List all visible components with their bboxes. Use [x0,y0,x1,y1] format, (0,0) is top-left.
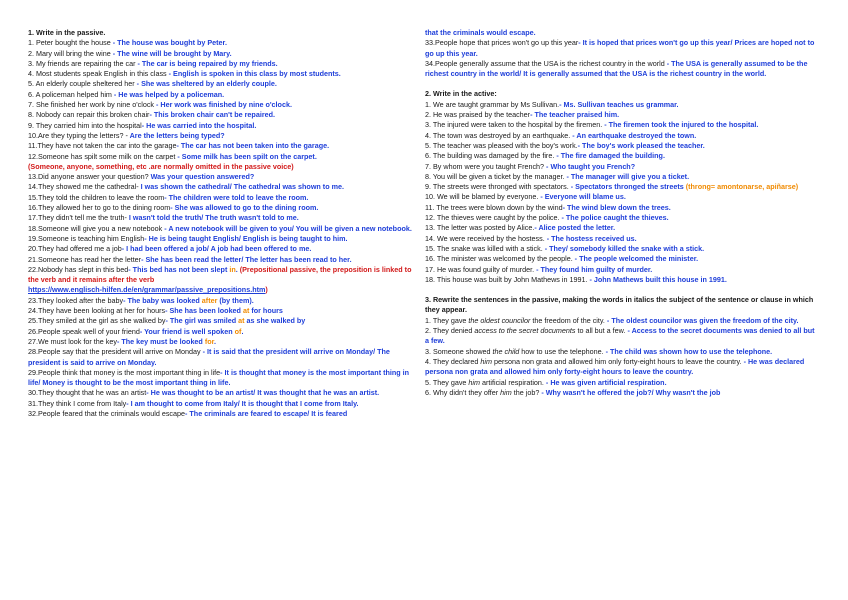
answer-text: - The manager will give you a ticket. [564,171,690,181]
question-text: 6. A policeman helped him [28,89,112,99]
answer-text: - John Mathews built this house in 1991. [587,274,727,284]
list-item [28,49,422,59]
question-text: 3. My friends are repairing the car [28,58,136,68]
list-item [425,110,820,120]
list-item [28,59,422,69]
right-items-2 [425,100,820,182]
question-text: 14. We were received by the hostess. [425,233,545,243]
list-item [425,223,820,233]
list-item [28,244,422,254]
question-text: 11. The trees were blown down by the wind [425,202,563,212]
question-text: 20.They had offered me a job [28,244,122,254]
question-text: 1. Peter bought the house [28,38,111,48]
question-text: 33.People hope that prices won't go up this year [425,38,579,48]
list-item [425,244,820,254]
question-text: 2. He was praised by the teacher [425,110,531,120]
question-text: 12. The thieves were caught by the police. [425,213,560,223]
answer-text: - The criminals are feared to escape/ It is feared [185,408,348,418]
list-item [28,399,422,409]
answer-text: - The car is being repaired by my friends. [135,58,278,68]
list-item-27: 27.We must look for the key- The key must be looked for. [28,336,217,346]
answer-text: - This broken chair can't be repaired. [149,110,275,120]
answer-text: - The firemen took the injured to the hospital. [602,120,759,130]
answer-text: - They/ somebody killed the snake with a stick. [542,243,705,253]
question-text: 17. He was found guilty of murder. [425,264,535,274]
list-item [28,90,422,100]
list-item [425,192,820,202]
question-text: 5. The teacher was pleased with the boy's work. [425,140,578,150]
answer-text: - The teacher praised him. [530,110,620,120]
answer-text: - The car has not been taken into the garage. [176,141,330,151]
rewrite-item-5: 5. They gave him artificial respiration. - He was given artificial respiration. [425,377,667,387]
list-item [28,182,422,192]
answer-text: - The hostess received us. [544,233,637,243]
note-omitted-subjects: (Someone, anyone, something, etc .are normally omitted in the passive voice) [28,161,294,171]
rewrite-item-2: 2. They denied access to the secret documents to all but a few. - Access to the secret documents was denied to all but a few. [425,326,815,346]
question-text: 18.Someone will give you a new notebook [28,223,163,233]
question-text: 13. The letter was posted by Alice. [425,223,535,233]
list-item [425,203,820,213]
left-items-3 [28,347,422,419]
section-3-heading: 3. Rewrite the sentences in the passive, making the words in italics the subject of the sentence or clause in which they appear. [425,295,814,315]
answer-text: - The wind blew down the trees. [562,202,671,212]
list-item [425,141,820,151]
list-item [425,275,820,285]
question-text: 2. Mary will bring the wine [28,48,111,58]
question-text: 12.Someone has spilt some milk on the carpet [28,151,176,161]
question-text: 31.They think I come from Italy [28,398,127,408]
list-item [28,69,422,79]
section-2-heading: 2. Write in the active: [425,89,497,99]
list-item [28,79,422,89]
answer-text: - The fire damaged the building. [554,151,665,161]
question-text: 10. We will be blamed by everyone. [425,192,539,202]
list-item [425,254,820,264]
list-item [425,172,820,182]
answer-text: - It is hoped that prices won't go up this year/ Prices are hoped not to go up this year. [425,38,815,58]
answer-text: - It is thought that money is the most important thing in life/ Money is thought to be the most important thing in life. [28,367,410,388]
question-text: 8. Nobody can repair this broken chair [28,110,150,120]
answer-text: I wasn't told the truth/ The truth wasn't told to me. [126,213,299,223]
left-items-2 [28,172,422,265]
list-item [28,152,422,162]
list-item [28,234,422,244]
list-item [28,110,422,120]
list-item [28,388,422,398]
answer-text: - English is spoken in this class by most students. [166,69,341,79]
list-item [425,213,820,223]
prepositional-passive-link[interactable]: https://www.englisch-hilfen.de/en/grammar/passive_prepositions.htm [28,285,266,295]
list-item [28,203,422,213]
question-text: 15. The snake was killed with a stick. [425,243,543,253]
left-column [28,28,422,419]
question-text: 7. By whom were you taught French? [425,161,545,171]
list-item-24: 24.They have been looking at her for hours- She has been looked at for hours [28,306,283,316]
question-text: 4. Most students speak English in this class [28,69,167,79]
list-item [28,193,422,203]
answer-text: - He is being taught English/ English is being taught to him. [144,233,348,243]
question-text: 29.People think that money is the most important thing in life [28,367,221,377]
answer-text: - Alice posted the letter. [534,223,616,233]
list-item [28,255,422,265]
question-text: 19.Someone is teaching him English [28,233,145,243]
list-item-26: 26.People speak well of your friend- Your friend is well spoken of. [28,326,244,336]
list-item [28,38,422,48]
answer-text: - I am thought to come from Italy/ It is thought that I come from Italy. [126,398,359,408]
list-item [425,100,820,110]
question-text: 4. The town was destroyed by an earthquake. [425,130,571,140]
answer-text: - They found him guilty of murder. [534,264,653,274]
question-text: 18. This house was built by John Mathews in 1991. [425,274,588,284]
answer-text: - Ms. Sullivan teaches us grammar. [559,99,679,109]
question-text: 16. The minister was welcomed by the people. [425,254,573,264]
answer-text: - It is said that the president will arrive on Monday/ The president is said to arrive on Monday. [28,347,390,367]
answer-text: - He was helped by a policeman. [111,89,225,99]
answer-text: I was shown the cathedral/ The cathedral was shown to me. [138,182,344,192]
list-item [425,59,820,80]
question-text: 16.They allowed her to go to the dining room [28,203,171,213]
answer-text: - The children were told to leave the room. [164,192,309,202]
answer-text: Was your question answered? [148,172,255,182]
answer-text: - I had been offered a job/ A job had been offered to me. [121,244,312,254]
answer-text: - She has been read the letter/ The letter has been read to her. [141,254,352,264]
question-text: 7. She finished her work by nine o'clock [28,100,155,110]
question-text: 30.They thought that he was an artist [28,388,147,398]
right-items-1 [425,38,820,79]
question-text: 6. The building was damaged by the fire. [425,151,555,161]
answer-text: Are the letters being typed? [127,130,225,140]
rewrite-item-3: 3. Someone showed the child how to use the telephone. - The child was shown how to use the telephone. [425,346,773,356]
list-item [425,120,820,130]
answer-text: - She was sheltered by an elderly couple. [134,79,277,89]
answer-text: - Some milk has been spilt on the carpet. [175,151,317,161]
rewrite-item-4: 4. They declared him persona non grata and allowed him only forty-eight hours to leave the country. - He was declared persona non grata and allowed him only forty-eight hours to leave the country. [425,356,805,377]
list-item [28,213,422,223]
question-text: 1. We are taught grammar by Ms Sullivan. [425,99,560,109]
list-item-25: 25.They smiled at the girl as she walked by- The girl was smiled at as she walked by [28,316,306,326]
answer-text: - Her work was finished by nine o'clock. [154,100,292,110]
list-item [28,131,422,141]
list-item [425,162,820,172]
list-item [28,347,422,368]
list-item [425,234,820,244]
question-text: 5. An elderly couple sheltered her [28,79,135,89]
list-item [28,121,422,131]
question-text: 9. They carried him into the hospital [28,120,142,130]
answer-text: - The USA is generally assumed to be the richest country in the world/ It is generally assumed that the USA is the richest country in the world. [425,58,808,79]
answer-text: - A new notebook will be given to you/ You will be given a new notebook. [162,223,412,233]
list-item [28,172,422,182]
answer-text: - He was thought to be an artist/ It was thought that he was an artist. [146,388,380,398]
list-item [425,151,820,161]
question-text: 11.They have not taken the car into the garage [28,141,177,151]
list-item-9: 9. The streets were thronged with spectators. - Spectators thronged the streets (throng= amontonarse, apiñarse) [425,182,799,192]
question-text: 34.People generally assume that the USA is the richest country in the world [425,58,665,68]
question-text: 15.They told the children to leave the room [28,192,165,202]
question-text: 14.They showed me the cathedral- [28,182,139,192]
answer-text: - She was allowed to go to the dining room. [170,203,319,213]
list-item [425,131,820,141]
list-item [28,409,422,419]
question-text: 8. You will be given a ticket by the manager. [425,171,565,181]
question-text: 10.Are they typing the letters? - [28,130,128,140]
answer-text: - An earthquake destroyed the town. [570,130,697,140]
rewrite-item-6: 6. Why didn't they offer him the job? - Why wasn't he offered the job?/ Why wasn't the job [425,387,721,397]
list-item [28,141,422,151]
rewrite-item-1: 1. They gave the oldest councilor the freedom of the city. - The oldest councilor was given the freedom of the city. [425,315,799,325]
answer-text: - The house was bought by Peter. [110,38,227,48]
left-items-1 [28,38,422,162]
question-text: 3. The injured were taken to the hospital by the firemen. [425,120,603,130]
list-item [28,224,422,234]
list-item [425,265,820,275]
list-item [28,368,422,389]
list-item-23: 23.They looked after the baby- The baby was looked after (by them). [28,295,254,305]
right-items-3 [425,192,820,285]
list-item [425,38,820,59]
section-1-heading: 1. Write in the passive. [28,28,106,37]
answer-text: - The people welcomed the minister. [572,254,699,264]
question-text: 28.People say that the president will arrive on Monday [28,347,201,357]
answer-text: - The wine will be brought by Mary. [110,48,232,58]
answer-text: - The boy's work pleased the teacher. [577,140,705,150]
question-text: 32.People feared that the criminals would escape [28,408,186,418]
item-32-continuation: that the criminals would escape. [425,28,536,37]
question-text: 13.Did anyone answer your question? [28,172,149,182]
answer-text: - Everyone will blame us. [538,192,626,202]
right-column [425,28,820,398]
answer-text: - He was carried into the hospital. [141,120,257,130]
answer-text: - The police caught the thieves. [559,213,669,223]
answer-text: - Who taught you French? [544,161,636,171]
question-text: 21.Someone has read her the letter [28,254,142,264]
question-text: 17.They didn't tell me the truth- [28,213,127,223]
list-item-22: 22.Nobody has slept in this bed- This bed has not been slept in. (Prepositional passive, the preposition is linked to the verb and it remains after the verb https://www.englisch-hilfen.de/en/grammar/passive_prepositions.htm) [28,264,412,295]
list-item [28,100,422,110]
